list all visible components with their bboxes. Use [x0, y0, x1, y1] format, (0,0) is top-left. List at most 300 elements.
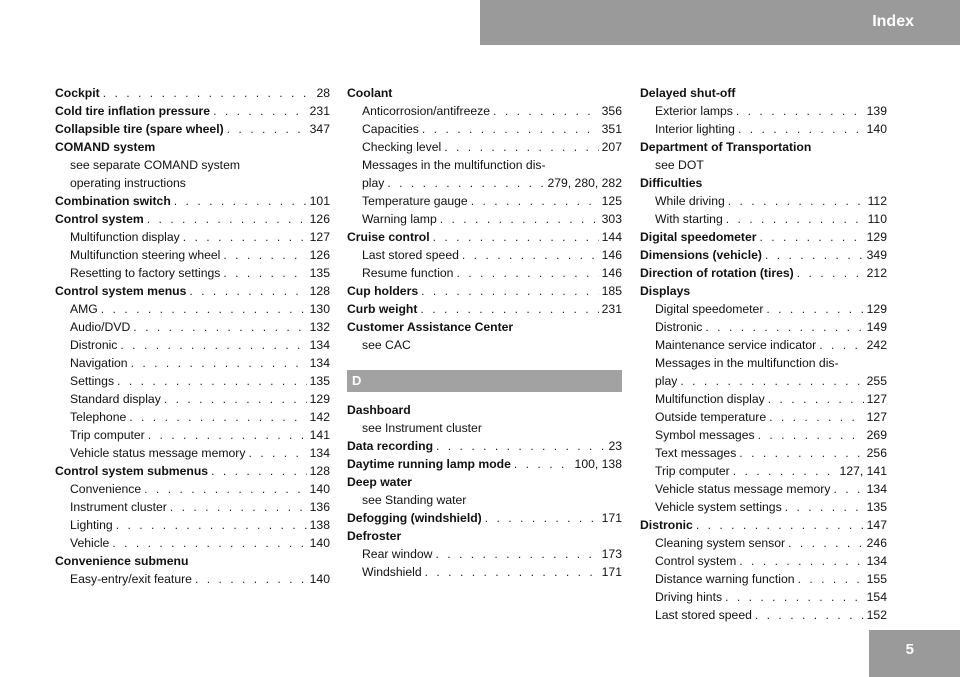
- index-subentry: [55, 534, 330, 552]
- dot-leader: [785, 498, 864, 516]
- index-subentry: [347, 138, 622, 156]
- entry-page-ref: 132: [309, 320, 330, 334]
- dot-leader: [120, 336, 306, 354]
- entry-term: Warning lamp: [362, 212, 437, 226]
- index-entry: [640, 282, 887, 300]
- index-entry: [55, 192, 330, 210]
- dot-leader: [223, 264, 306, 282]
- entry-term: Driving hints: [655, 590, 723, 604]
- dot-leader: [387, 174, 544, 192]
- index-subentry: [640, 408, 887, 426]
- entry-page-ref: 349: [866, 248, 887, 262]
- index-column-1: [55, 84, 330, 588]
- dot-leader: [696, 516, 864, 534]
- entry-page-ref: 185: [601, 284, 622, 298]
- entry-page-ref: 125: [601, 194, 622, 208]
- entry-page-ref: 351: [601, 122, 622, 136]
- index-subentry: [640, 498, 887, 516]
- entry-page-ref: 129: [866, 230, 887, 244]
- entry-page-ref: 140: [309, 536, 330, 550]
- entry-term: Distronic: [70, 338, 118, 352]
- dot-leader: [147, 210, 307, 228]
- entry-page-ref: 141: [309, 428, 330, 442]
- entry-term: play: [655, 374, 678, 388]
- entry-term: Distronic: [655, 320, 703, 334]
- entry-page-ref: 207: [601, 140, 622, 154]
- entry-term: see DOT: [655, 158, 704, 172]
- entry-term: Direction of rotation (tires): [640, 266, 794, 280]
- dot-leader: [444, 138, 598, 156]
- dot-leader: [680, 372, 863, 390]
- dot-leader: [485, 509, 599, 527]
- index-entry: [55, 102, 330, 120]
- entry-term: Defroster: [347, 529, 402, 543]
- entry-page-ref: 231: [601, 302, 622, 316]
- entry-term: Easy-entry/exit feature: [70, 572, 192, 586]
- entry-term: Navigation: [70, 356, 128, 370]
- dot-leader: [174, 192, 307, 210]
- dot-leader: [422, 120, 599, 138]
- index-subentry: [347, 264, 622, 282]
- dot-leader: [798, 570, 864, 588]
- index-subentry: [347, 210, 622, 228]
- entry-term: Control system: [55, 212, 144, 226]
- dot-leader: [170, 498, 307, 516]
- page-number-badge: [869, 630, 960, 677]
- index-subentry: [347, 419, 622, 437]
- index-entry: [640, 228, 887, 246]
- entry-page-ref: 171: [601, 565, 622, 579]
- dot-leader: [760, 228, 864, 246]
- index-subentry: [55, 426, 330, 444]
- entry-term: Last stored speed: [655, 608, 752, 622]
- entry-page-ref: 356: [601, 104, 622, 118]
- index-entry: [347, 437, 622, 455]
- entry-page-ref: 100, 138: [574, 457, 622, 471]
- entry-term: Convenience: [70, 482, 142, 496]
- entry-term: Control system submenus: [55, 464, 209, 478]
- dot-leader: [213, 102, 307, 120]
- entry-term: Cleaning system sensor: [655, 536, 786, 550]
- entry-page-ref: 140: [309, 572, 330, 586]
- entry-term: Resetting to factory settings: [70, 266, 221, 280]
- entry-term: Vehicle status message memory: [655, 482, 831, 496]
- dot-leader: [726, 210, 865, 228]
- dot-leader: [425, 563, 599, 581]
- entry-term: Vehicle system settings: [655, 500, 782, 514]
- index-entry: [55, 552, 330, 570]
- index-subentry: [640, 372, 887, 390]
- entry-term: Windshield: [362, 565, 422, 579]
- dot-leader: [189, 282, 306, 300]
- index-subentry: [347, 156, 622, 174]
- entry-page-ref: 303: [601, 212, 622, 226]
- entry-term: Department of Transportation: [640, 140, 812, 154]
- index-subentry: [55, 408, 330, 426]
- index-column-3: [640, 84, 887, 624]
- index-subentry: [55, 246, 330, 264]
- dot-leader: [766, 300, 863, 318]
- entry-term: Cup holders: [347, 284, 419, 298]
- entry-term: Trip computer: [655, 464, 730, 478]
- entry-page-ref: 146: [601, 248, 622, 262]
- dot-leader: [101, 300, 307, 318]
- index-subentry: [55, 372, 330, 390]
- entry-term: Convenience submenu: [55, 554, 189, 568]
- section-header: D: [347, 370, 622, 392]
- index-entry: [55, 120, 330, 138]
- dot-leader: [462, 246, 599, 264]
- entry-term: With starting: [655, 212, 723, 226]
- entry-page-ref: 139: [866, 104, 887, 118]
- dot-leader: [436, 437, 605, 455]
- dot-leader: [420, 300, 598, 318]
- entry-term: Rear window: [362, 547, 433, 561]
- entry-term: Defogging (windshield): [347, 511, 482, 525]
- entry-term: see CAC: [362, 338, 411, 352]
- entry-term: Difficulties: [640, 176, 703, 190]
- index-subentry: [55, 156, 330, 174]
- entry-term: Capacities: [362, 122, 419, 136]
- entry-page-ref: 152: [866, 608, 887, 622]
- entry-term: While driving: [655, 194, 725, 208]
- entry-term: Audio/DVD: [70, 320, 131, 334]
- entry-page-ref: 147: [866, 518, 887, 532]
- entry-term: see separate COMAND system: [70, 158, 241, 172]
- entry-term: Multifunction display: [655, 392, 765, 406]
- index-subentry: [640, 156, 887, 174]
- index-entry: [55, 282, 330, 300]
- dot-leader: [148, 426, 307, 444]
- index-subentry: [640, 120, 887, 138]
- entry-page-ref: 149: [866, 320, 887, 334]
- entry-term: Distance warning function: [655, 572, 795, 586]
- index-entry: [347, 401, 622, 419]
- entry-page-ref: 256: [866, 446, 887, 460]
- index-column-2: [347, 84, 622, 581]
- entry-term: Coolant: [347, 86, 393, 100]
- dot-leader: [738, 120, 864, 138]
- index-subentry: [640, 552, 887, 570]
- dot-leader: [183, 228, 307, 246]
- entry-page-ref: 127: [866, 410, 887, 424]
- entry-page-ref: 135: [309, 374, 330, 388]
- dot-leader: [116, 516, 307, 534]
- index-subentry: [55, 174, 330, 192]
- index-subentry: [55, 390, 330, 408]
- dot-leader: [514, 455, 572, 473]
- entry-term: see Instrument cluster: [362, 421, 482, 435]
- index-subentry: [640, 102, 887, 120]
- index-subentry: [55, 570, 330, 588]
- entry-page-ref: 127: [866, 392, 887, 406]
- index-entry: [55, 210, 330, 228]
- entry-page-ref: 212: [866, 266, 887, 280]
- entry-term: Anticorrosion/antifreeze: [362, 104, 491, 118]
- entry-term: Trip computer: [70, 428, 145, 442]
- entry-page-ref: 144: [601, 230, 622, 244]
- index-entry: [640, 138, 887, 156]
- dot-leader: [728, 192, 865, 210]
- index-subentry: [640, 462, 887, 480]
- index-subentry: [55, 264, 330, 282]
- dot-leader: [755, 606, 864, 624]
- entry-term: Dashboard: [347, 403, 411, 417]
- entry-page-ref: 110: [867, 212, 887, 226]
- entry-term: Cold tire inflation pressure: [55, 104, 211, 118]
- index-subentry: [55, 318, 330, 336]
- index-entry: [55, 138, 330, 156]
- entry-term: play: [362, 176, 385, 190]
- index-subentry: [640, 588, 887, 606]
- index-subentry: [347, 192, 622, 210]
- entry-page-ref: 130: [309, 302, 330, 316]
- entry-term: Displays: [640, 284, 691, 298]
- index-entry: [55, 462, 330, 480]
- entry-page-ref: 134: [309, 446, 330, 460]
- entry-page-ref: 154: [866, 590, 887, 604]
- entry-page-ref: 134: [866, 482, 887, 496]
- dot-leader: [227, 120, 307, 138]
- index-entry: [347, 318, 622, 336]
- entry-term: Symbol messages: [655, 428, 755, 442]
- index-entry: [347, 527, 622, 545]
- entry-page-ref: 140: [866, 122, 887, 136]
- dot-leader: [758, 426, 864, 444]
- dot-leader: [739, 552, 863, 570]
- entry-term: Messages in the multifunction dis-: [655, 356, 839, 370]
- index-entry: [347, 300, 622, 318]
- entry-page-ref: 171: [601, 511, 622, 525]
- entry-term: Multifunction display: [70, 230, 180, 244]
- entry-term: COMAND system: [55, 140, 156, 154]
- entry-term: Lighting: [70, 518, 113, 532]
- entry-page-ref: 129: [866, 302, 887, 316]
- index-subentry: [640, 192, 887, 210]
- entry-term: Combination switch: [55, 194, 171, 208]
- dot-leader: [705, 318, 863, 336]
- index-subentry: [347, 545, 622, 563]
- index-subentry: [55, 300, 330, 318]
- index-entry: [640, 264, 887, 282]
- index-entry: [347, 84, 622, 102]
- entry-term: Customer Assistance Center: [347, 320, 514, 334]
- entry-term: Control system menus: [55, 284, 187, 298]
- entry-term: Instrument cluster: [70, 500, 167, 514]
- entry-page-ref: 134: [309, 338, 330, 352]
- index-entry: [347, 473, 622, 491]
- entry-term: Cruise control: [347, 230, 430, 244]
- entry-page-ref: 155: [866, 572, 887, 586]
- index-subentry: [347, 491, 622, 509]
- entry-term: see Standing water: [362, 493, 467, 507]
- index-entry: [640, 84, 887, 102]
- index-entry: [640, 246, 887, 264]
- dot-leader: [739, 444, 863, 462]
- dot-leader: [725, 588, 864, 606]
- entry-page-ref: 112: [867, 194, 887, 208]
- index-entry: [347, 455, 622, 473]
- dot-leader: [117, 372, 307, 390]
- dot-leader: [435, 545, 598, 563]
- dot-leader: [164, 390, 307, 408]
- entry-term: Digital speedometer: [655, 302, 764, 316]
- index-subentry: [55, 480, 330, 498]
- entry-term: Delayed shut-off: [640, 86, 736, 100]
- dot-leader: [768, 390, 864, 408]
- entry-term: Resume function: [362, 266, 454, 280]
- dot-leader: [471, 192, 599, 210]
- entry-term: Maintenance service indicator: [655, 338, 817, 352]
- entry-page-ref: 135: [309, 266, 330, 280]
- dot-leader: [733, 462, 837, 480]
- dot-leader: [112, 534, 306, 552]
- index-subentry: [640, 426, 887, 444]
- dot-leader: [440, 210, 599, 228]
- dot-leader: [211, 462, 307, 480]
- entry-term: Multifunction steering wheel: [70, 248, 221, 262]
- entry-term: Curb weight: [347, 302, 418, 316]
- entry-term: Cockpit: [55, 86, 100, 100]
- entry-page-ref: 242: [866, 338, 887, 352]
- entry-page-ref: 140: [309, 482, 330, 496]
- index-subentry: [55, 336, 330, 354]
- index-subentry: [640, 570, 887, 588]
- index-entry: [640, 174, 887, 192]
- entry-term: Telephone: [70, 410, 127, 424]
- dot-leader: [433, 228, 599, 246]
- dot-leader: [736, 102, 864, 120]
- entry-page-ref: 134: [309, 356, 330, 370]
- entry-page-ref: 128: [309, 284, 330, 298]
- index-subentry: [347, 174, 622, 192]
- dot-leader: [248, 444, 306, 462]
- entry-page-ref: 129: [309, 392, 330, 406]
- index-entry: [55, 84, 330, 102]
- index-subentry: [640, 354, 887, 372]
- entry-page-ref: 146: [601, 266, 622, 280]
- index-entry: [347, 509, 622, 527]
- page-number: 5: [905, 641, 914, 658]
- entry-term: Outside temperature: [655, 410, 767, 424]
- entry-page-ref: 347: [309, 122, 330, 136]
- dot-leader: [765, 246, 864, 264]
- entry-term: Last stored speed: [362, 248, 459, 262]
- index-subentry: [55, 228, 330, 246]
- dot-leader: [131, 354, 307, 372]
- entry-page-ref: 135: [866, 500, 887, 514]
- entry-page-ref: 126: [309, 248, 330, 262]
- entry-term: Control system: [655, 554, 737, 568]
- index-subentry: [347, 336, 622, 354]
- entry-term: Daytime running lamp mode: [347, 457, 511, 471]
- entry-page-ref: 28: [316, 86, 330, 100]
- entry-term: Deep water: [347, 475, 413, 489]
- entry-term: Settings: [70, 374, 115, 388]
- index-subentry: [55, 498, 330, 516]
- index-subentry: [640, 606, 887, 624]
- entry-term: Messages in the multifunction dis-: [362, 158, 546, 172]
- entry-term: Distronic: [640, 518, 693, 532]
- dot-leader: [133, 318, 306, 336]
- index-subentry: [347, 563, 622, 581]
- page-title: Index: [872, 13, 914, 30]
- index-subentry: [640, 336, 887, 354]
- entry-page-ref: 138: [309, 518, 330, 532]
- entry-term: Collapsible tire (spare wheel): [55, 122, 224, 136]
- dot-leader: [833, 480, 863, 498]
- entry-page-ref: 127: [309, 230, 330, 244]
- index-subentry: [640, 534, 887, 552]
- index-subentry: [640, 390, 887, 408]
- entry-term: Checking level: [362, 140, 442, 154]
- dot-leader: [103, 84, 314, 102]
- entry-term: Vehicle status message memory: [70, 446, 246, 460]
- index-subentry: [640, 318, 887, 336]
- dot-leader: [129, 408, 306, 426]
- entry-term: operating instructions: [70, 176, 186, 190]
- entry-page-ref: 134: [866, 554, 887, 568]
- entry-page-ref: 279, 280, 282: [547, 176, 622, 190]
- dot-leader: [819, 336, 863, 354]
- entry-term: Text messages: [655, 446, 737, 460]
- index-subentry: [640, 444, 887, 462]
- index-entry: [347, 228, 622, 246]
- dot-leader: [788, 534, 864, 552]
- index-subentry: [640, 300, 887, 318]
- entry-term: AMG: [70, 302, 98, 316]
- entry-page-ref: 173: [601, 547, 622, 561]
- entry-page-ref: 231: [309, 104, 330, 118]
- index-subentry: [347, 246, 622, 264]
- entry-term: Temperature gauge: [362, 194, 468, 208]
- entry-page-ref: 128: [309, 464, 330, 478]
- entry-term: Vehicle: [70, 536, 110, 550]
- header-tab: [480, 0, 960, 45]
- dot-leader: [493, 102, 599, 120]
- entry-term: Exterior lamps: [655, 104, 733, 118]
- entry-page-ref: 246: [866, 536, 887, 550]
- entry-page-ref: 101: [309, 194, 330, 208]
- entry-page-ref: 136: [309, 500, 330, 514]
- entry-page-ref: 255: [866, 374, 887, 388]
- index-entry: [640, 516, 887, 534]
- dot-leader: [797, 264, 864, 282]
- index-subentry: [55, 516, 330, 534]
- index-subentry: [347, 120, 622, 138]
- entry-term: Digital speedometer: [640, 230, 757, 244]
- index-subentry: [640, 480, 887, 498]
- index-subentry: [55, 354, 330, 372]
- entry-page-ref: 142: [309, 410, 330, 424]
- entry-page-ref: 126: [309, 212, 330, 226]
- dot-leader: [144, 480, 307, 498]
- entry-term: Data recording: [347, 439, 434, 453]
- dot-leader: [223, 246, 306, 264]
- entry-term: Dimensions (vehicle): [640, 248, 762, 262]
- entry-page-ref: 127, 141: [839, 464, 887, 478]
- entry-page-ref: 23: [608, 439, 622, 453]
- index-entry: [347, 282, 622, 300]
- entry-page-ref: 269: [866, 428, 887, 442]
- entry-term: Interior lighting: [655, 122, 735, 136]
- dot-leader: [456, 264, 598, 282]
- index-subentry: [55, 444, 330, 462]
- dot-leader: [421, 282, 599, 300]
- entry-term: Standard display: [70, 392, 161, 406]
- index-subentry: [640, 210, 887, 228]
- index-subentry: [347, 102, 622, 120]
